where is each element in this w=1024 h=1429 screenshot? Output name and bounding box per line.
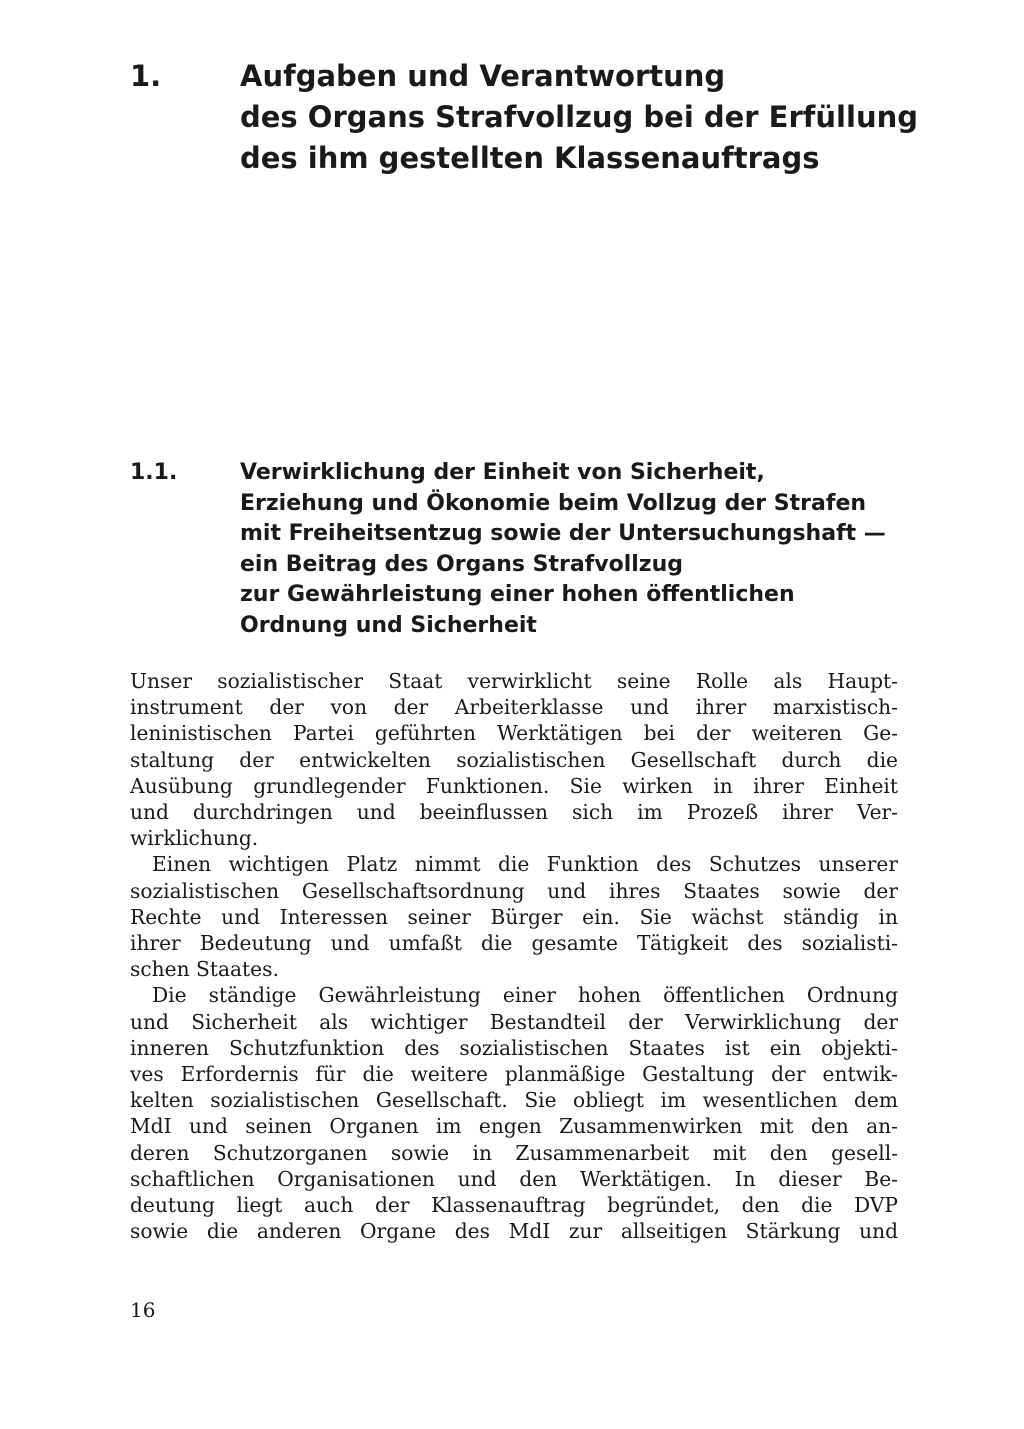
body-line: und Sicherheit als wichtiger Bestandteil der Verwirklichung der (130, 1009, 898, 1034)
body-line: schaftlichen Organisationen und den Werktätigen. In dieser Be- (130, 1166, 898, 1191)
body-line: inneren Schutzfunktion des sozialistischen Staates ist ein objekti- (130, 1035, 898, 1060)
chapter-number: 1. (130, 59, 162, 93)
body-line: Die ständige Gewährleistung einer hohen öffentlichen Ordnung (152, 983, 898, 1008)
body-line: Rechte und Interessen seiner Bürger ein. Sie wächst ständig in (130, 904, 898, 929)
chapter-title (240, 56, 990, 179)
body-line: MdI und seinen Organen im engen Zusammenwirken mit den an- (130, 1114, 898, 1139)
section-title-line: mit Freiheitsentzug sowie der Untersuchungshaft — (240, 521, 886, 546)
body-line: wirklichung. (130, 826, 259, 851)
chapter-title-line: Aufgaben und Verantwortung (240, 59, 726, 93)
body-line: sowie die anderen Organe des MdI zur allseitigen Stärkung und (130, 1219, 898, 1244)
body-line: leninistischen Partei geführten Werktätigen bei der weiteren Ge- (130, 721, 898, 746)
body-line: staltung der entwickelten sozialistischen Gesellschaft durch die (130, 747, 898, 772)
body-line: schen Staates. (130, 957, 279, 982)
section-number: 1.1. (130, 460, 178, 485)
body-line: kelten sozialistischen Gesellschaft. Sie obliegt im wesentlichen dem (130, 1088, 898, 1113)
body-line: Ausübung grundlegender Funktionen. Sie wirken in ihrer Einheit (130, 773, 898, 798)
body-text (130, 668, 898, 1244)
body-line: sozialistischen Gesellschaftsordnung und ihres Staates sowie der (130, 878, 898, 903)
body-line: instrument der von der Arbeiterklasse und ihrer marxistisch- (130, 695, 898, 720)
section-title-line: zur Gewährleistung einer hohen öffentlichen (240, 582, 795, 607)
body-line: deutung liegt auch der Klassenauftrag begründet, den die DVP (130, 1193, 898, 1218)
section-title-line: ein Beitrag des Organs Strafvollzug (240, 551, 683, 577)
chapter-title-line: des ihm gestellten Klassenauftrags (240, 141, 820, 175)
body-line: Unser sozialistischer Staat verwirklicht seine Rolle als Haupt- (130, 669, 898, 693)
section-title-line: Verwirklichung der Einheit von Sicherheit, (240, 460, 765, 485)
body-line: Einen wichtigen Platz nimmt die Funktion des Schutzes unserer (152, 852, 898, 877)
page-number: 16 (130, 1298, 156, 1322)
section-title-line: Erziehung und Ökonomie beim Vollzug der Strafen (240, 490, 867, 516)
section-title (240, 458, 990, 641)
section-title-line: Ordnung und Sicherheit (240, 612, 537, 638)
body-line: ihrer Bedeutung und umfaßt die gesamte Tätigkeit des sozialisti- (130, 931, 898, 956)
body-line: deren Schutzorganen sowie in Zusammenarbeit mit den gesell- (130, 1140, 898, 1165)
body-line: und durchdringen und beeinflussen sich im Prozeß ihrer Ver- (130, 800, 898, 825)
chapter-title-line: des Organs Strafvollzug bei der Erfüllung (240, 100, 918, 134)
body-line: ves Erfordernis für die weitere planmäßige Gestaltung der entwik- (130, 1062, 898, 1087)
